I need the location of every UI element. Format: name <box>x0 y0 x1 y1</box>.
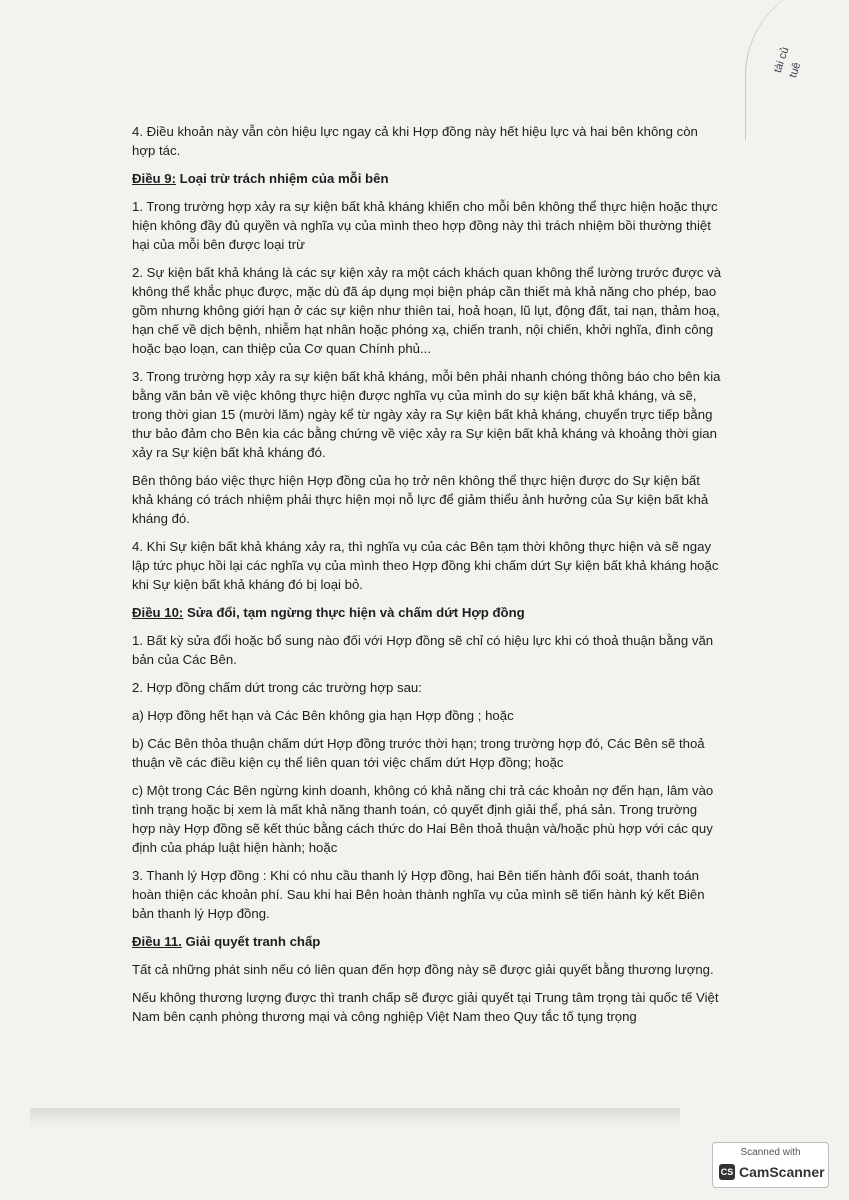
corner-note-line1: tài củ <box>771 45 792 75</box>
article-9-heading <box>132 169 722 188</box>
article-9-number: Điều 9: <box>132 171 176 186</box>
article-11-heading <box>132 932 722 951</box>
camscanner-badge <box>712 1142 829 1188</box>
article-9-paragraph-4: 4. Khi Sự kiện bất khả kháng xảy ra, thì nghĩa vụ của các Bên tạm thời không thực hiện và sẽ ngay lập tức phục hồi lại các nghĩa vụ của mình theo Hợp đồng khi chấm dứt Sự kiện bất khả kháng hoặc khi Sự kiện bất khả kháng đó bị loại bỏ. <box>132 539 719 592</box>
article-9-paragraph-2: 2. Sự kiện bất khả kháng là các sự kiện xảy ra một cách khách quan không thể lường trước được và không thể khắc phục được, mặc dù đã áp dụng mọi biện pháp cần thiết mà khả năng cho phép, bao gồm nhưng không giới hạn ở các sự kiện như thiên tai, hoả hoạn, lũ lụt, động đất, tai nạn, thảm hoạ, hạn chế về dịch bệnh, nhiễm hạt nhân hoặc phóng xạ, chiến tranh, nội chiến, khởi nghĩa, đình công hoặc bạo loạn, can thiệp của Cơ quan Chính phủ... <box>132 265 722 356</box>
document-body <box>132 122 722 1035</box>
corner-note-line2: tuê <box>787 61 804 80</box>
article-10-number: Điều 10: <box>132 605 184 620</box>
badge-brand-name: CamScanner <box>739 1164 825 1180</box>
article-10-item-a: a) Hợp đồng hết hạn và Các Bên không gia hạn Hợp đồng ; hoặc <box>132 708 514 723</box>
article-10-title: Sửa đổi, tạm ngừng thực hiện và chấm dứt Hợp đồng <box>183 605 525 620</box>
badge-scanned-text: Scanned with <box>740 1147 801 1158</box>
paragraph-clause-4: 4. Điều khoản này vẫn còn hiệu lực ngay cả khi Hợp đồng này hết hiệu lực và hai bên không còn hợp tác. <box>132 124 698 158</box>
article-10-paragraph-2: 2. Hợp đồng chấm dứt trong các trường hợp sau: <box>132 680 422 695</box>
article-10-paragraph-1: 1. Bất kỳ sửa đổi hoặc bổ sung nào đối với Hợp đồng sẽ chỉ có hiệu lực khi có thoả thuận bằng văn bản của Các Bên. <box>132 633 714 667</box>
article-11-title: Giải quyết tranh chấp <box>181 934 321 949</box>
camscanner-logo-icon: CS <box>719 1164 735 1180</box>
article-9-paragraph-1: 1. Trong trường hợp xảy ra sự kiện bất khả kháng khiến cho mỗi bên không thể thực hiện hoặc thực hiện không đầy đủ quyền và nghĩa vụ của mình theo hợp đồng này thì trách nhiệm bồi thường thiệt hại của mỗi bên được loại trừ <box>132 199 718 252</box>
article-9-paragraph-3b: Bên thông báo việc thực hiện Hợp đồng của họ trở nên không thể thực hiện được do Sự kiện bất khả kháng có trách nhiệm phải thực hiện mọi nỗ lực để giảm thiểu ảnh hưởng của Sự kiện bất khả kháng đó. <box>132 473 709 526</box>
badge-brand <box>719 1164 825 1180</box>
article-10-heading <box>132 603 722 622</box>
article-11-paragraph-1: Tất cả những phát sinh nếu có liên quan đến hợp đồng này sẽ được giải quyết bằng thương lượng. <box>132 962 714 977</box>
article-11-paragraph-2: Nếu không thương lượng được thì tranh chấp sẽ được giải quyết tại Trung tâm trọng tài quốc tế Việt Nam bên cạnh phòng thương mại và công nghiệp Việt Nam theo Quy tắc tố tụng trọng <box>132 990 719 1024</box>
article-11-number: Điều 11. <box>132 934 182 949</box>
article-10-paragraph-3: 3. Thanh lý Hợp đồng : Khi có nhu cầu thanh lý Hợp đồng, hai Bên tiến hành đối soát, thanh toán hoàn thiện các khoản phí. Sau khi hai Bên hoàn thành nghĩa vụ của mình sẽ tiến hành ký kết Biên bản thanh lý Hợp đồng. <box>132 868 705 921</box>
article-10-item-b: b) Các Bên thỏa thuận chấm dứt Hợp đồng trước thời hạn; trong trường hợp đó, Các Bên sẽ thoả thuận về các điều kiện cụ thể liên quan tới việc chấm dứt Hợp đồng; hoặc <box>132 736 705 770</box>
scan-shadow <box>30 1108 680 1128</box>
article-9-paragraph-3: 3. Trong trường hợp xảy ra sự kiện bất khả kháng, mỗi bên phải nhanh chóng thông báo cho bên kia bằng văn bản về việc không thực hiện được nghĩa vụ của mình do sự kiện bất khả kháng, và sẽ, trong thời gian 15 (mười lăm) ngày kể từ ngày xảy ra Sự kiện bất khả kháng, chuyển trực tiếp bằng thư bảo đảm cho Bên kia các bằng chứng về việc xảy ra Sự kiện bất khả kháng và khoảng thời gian xảy ra Sự kiện bất khả kháng đó. <box>132 369 721 460</box>
article-10-item-c: c) Một trong Các Bên ngừng kinh doanh, không có khả năng chi trả các khoản nợ đến hạn, lâm vào tình trạng hoặc bị xem là mất khả năng thanh toán, có quyết định giải thể, phá sản. Trong trường hợp này Hợp đồng sẽ kết thúc bằng cách thức do Hai Bên thoả thuận và/hoặc phù hợp với các quy định của pháp luật hiện hành; hoặc <box>132 783 714 855</box>
article-9-title: Loại trừ trách nhiệm của mỗi bên <box>175 171 389 186</box>
